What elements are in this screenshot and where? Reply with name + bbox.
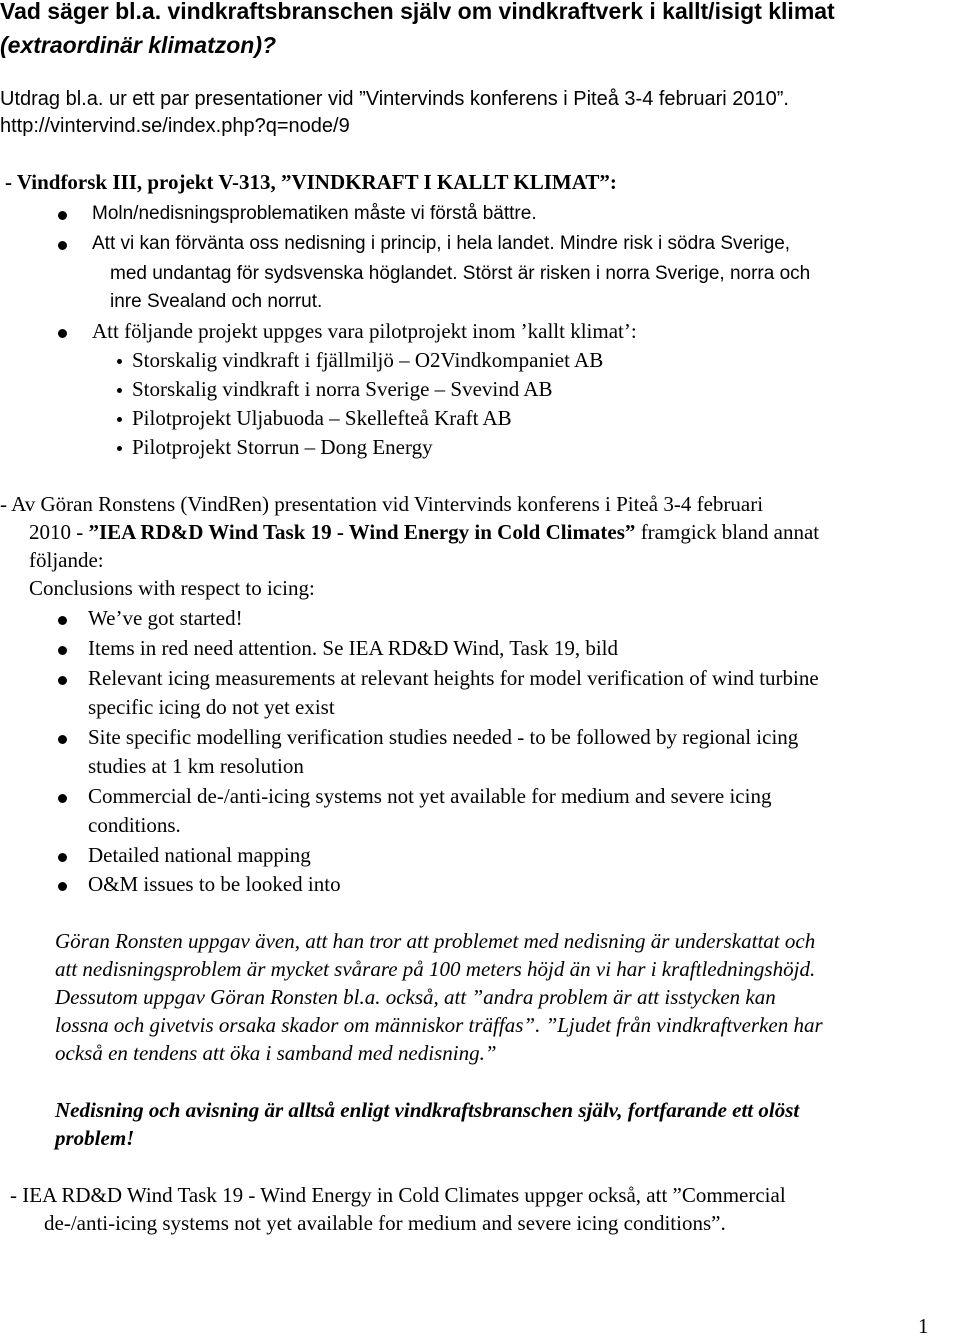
bullet-dot-icon bbox=[58, 735, 67, 744]
conclusion-bullet-3: Relevant icing measurements at relevant heights for model verification of wind turbine bbox=[88, 666, 819, 690]
bullet-dot-icon bbox=[58, 329, 67, 338]
conclusion-bullet-5: Commercial de-/anti-icing systems not yet available for medium and severe icing bbox=[88, 784, 772, 808]
conclusion-bullet-1: We’ve got started! bbox=[88, 606, 243, 630]
page-title-line-1: Vad säger bl.a. vindkraftsbranschen själv om vindkraftverk i kallt/isigt klimat bbox=[0, 0, 835, 24]
ronsten-intro-line-3: följande: bbox=[29, 548, 104, 572]
vindforsk-bullet-2-cont-2: inre Svealand och norrut. bbox=[110, 291, 323, 312]
italic-paragraph-line: Göran Ronsten uppgav även, att han tror att problemet med nedisning är underskattat och bbox=[55, 929, 816, 953]
conclusion-bullet-3-cont: specific icing do not yet exist bbox=[88, 695, 335, 719]
vindforsk-bullet-2-cont-1: med undantag för sydsvenska höglandet. Störst är risken i norra Sverige, norra och bbox=[110, 263, 811, 284]
conclusion-bullet-5-cont: conditions. bbox=[88, 813, 181, 837]
conclusion-statement-line: Nedisning och avisning är alltså enligt vindkraftsbranschen själv, fortfarande ett olöst bbox=[55, 1098, 800, 1122]
iea-statement-line-1: - IEA RD&D Wind Task 19 - Wind Energy in Cold Climates uppger också, att ”Commercial bbox=[10, 1183, 786, 1207]
source-line: Utdrag bl.a. ur ett par presentationer vid ”Vintervinds konferens i Piteå 3-4 februari 2010”. bbox=[0, 88, 789, 110]
conclusion-bullet-4-cont: studies at 1 km resolution bbox=[88, 754, 304, 778]
project-item: Storskalig vindkraft i norra Sverige – Svevind AB bbox=[132, 377, 553, 401]
bullet-dot-icon bbox=[58, 211, 67, 220]
bullet-dot-icon bbox=[58, 853, 67, 862]
sub-bullet-dot-icon bbox=[117, 446, 122, 451]
project-item: Pilotprojekt Uljabuoda – Skellefteå Kraft AB bbox=[132, 406, 512, 430]
ronsten-intro-line-2 bbox=[29, 520, 819, 545]
project-item: Storskalig vindkraft i fjällmiljö – O2Vindkompaniet AB bbox=[132, 348, 604, 372]
conclusion-bullet-6: Detailed national mapping bbox=[88, 843, 311, 867]
italic-paragraph-line: också en tendens att öka i samband med nedisning.” bbox=[55, 1041, 497, 1065]
conclusion-bullet-7: O&M issues to be looked into bbox=[88, 872, 341, 896]
ronsten-year: 2010 - bbox=[29, 520, 89, 544]
source-url[interactable]: http://vintervind.se/index.php?q=node/9 bbox=[0, 115, 350, 137]
vindforsk-heading: - Vindforsk III, projekt V-313, ”VINDKRAFT I KALLT KLIMAT”: bbox=[5, 170, 617, 194]
vindforsk-bullet-2: Att vi kan förvänta oss nedisning i princip, i hela landet. Mindre risk i södra Sverige, bbox=[92, 233, 791, 254]
sub-bullet-dot-icon bbox=[117, 388, 122, 393]
italic-paragraph-line: Dessutom uppgav Göran Ronsten bl.a. också, att ”andra problem är att isstycken kan bbox=[55, 985, 776, 1009]
bullet-dot-icon bbox=[58, 882, 67, 891]
project-item: Pilotprojekt Storrun – Dong Energy bbox=[132, 435, 433, 459]
bullet-dot-icon bbox=[58, 241, 67, 250]
sub-bullet-dot-icon bbox=[117, 417, 122, 422]
iea-task-title: ”IEA RD&D Wind Task 19 - Wind Energy in Cold Climates” bbox=[88, 520, 636, 544]
ronsten-intro-line-1: - Av Göran Ronstens (VindRen) presentation vid Vintervinds konferens i Piteå 3-4 februari bbox=[0, 492, 764, 516]
conclusions-heading: Conclusions with respect to icing: bbox=[29, 576, 315, 600]
sub-bullet-dot-icon bbox=[117, 359, 122, 364]
conclusion-bullet-4: Site specific modelling verification studies needed - to be followed by regional icing bbox=[88, 725, 799, 749]
bullet-dot-icon bbox=[58, 676, 67, 685]
vindforsk-bullet-3: Att följande projekt uppges vara pilotprojekt inom ’kallt klimat’: bbox=[92, 319, 637, 343]
vindforsk-bullet-1: Moln/nedisningsproblematiken måste vi förstå bättre. bbox=[92, 203, 537, 224]
page-title-line-2: (extraordinär klimatzon)? bbox=[0, 32, 277, 58]
page-number: 1 bbox=[918, 1314, 929, 1338]
italic-paragraph-line: lossna och givetvis orsaka skador om människor träffas”. ”Ljudet från vindkraftverken har bbox=[55, 1013, 823, 1037]
bullet-dot-icon bbox=[58, 616, 67, 625]
iea-statement-line-2: de-/anti-icing systems not yet available for medium and severe icing conditions”. bbox=[44, 1211, 726, 1235]
conclusion-bullet-2: Items in red need attention. Se IEA RD&D Wind, Task 19, bild bbox=[88, 636, 619, 660]
bullet-dot-icon bbox=[58, 794, 67, 803]
ronsten-intro-tail: framgick bland annat bbox=[635, 520, 820, 544]
conclusion-statement-line: problem! bbox=[55, 1126, 135, 1150]
bullet-dot-icon bbox=[58, 646, 67, 655]
italic-paragraph-line: att nedisningsproblem är mycket svårare på 100 meters höjd än vi har i kraftledningshöjd. bbox=[55, 957, 816, 981]
